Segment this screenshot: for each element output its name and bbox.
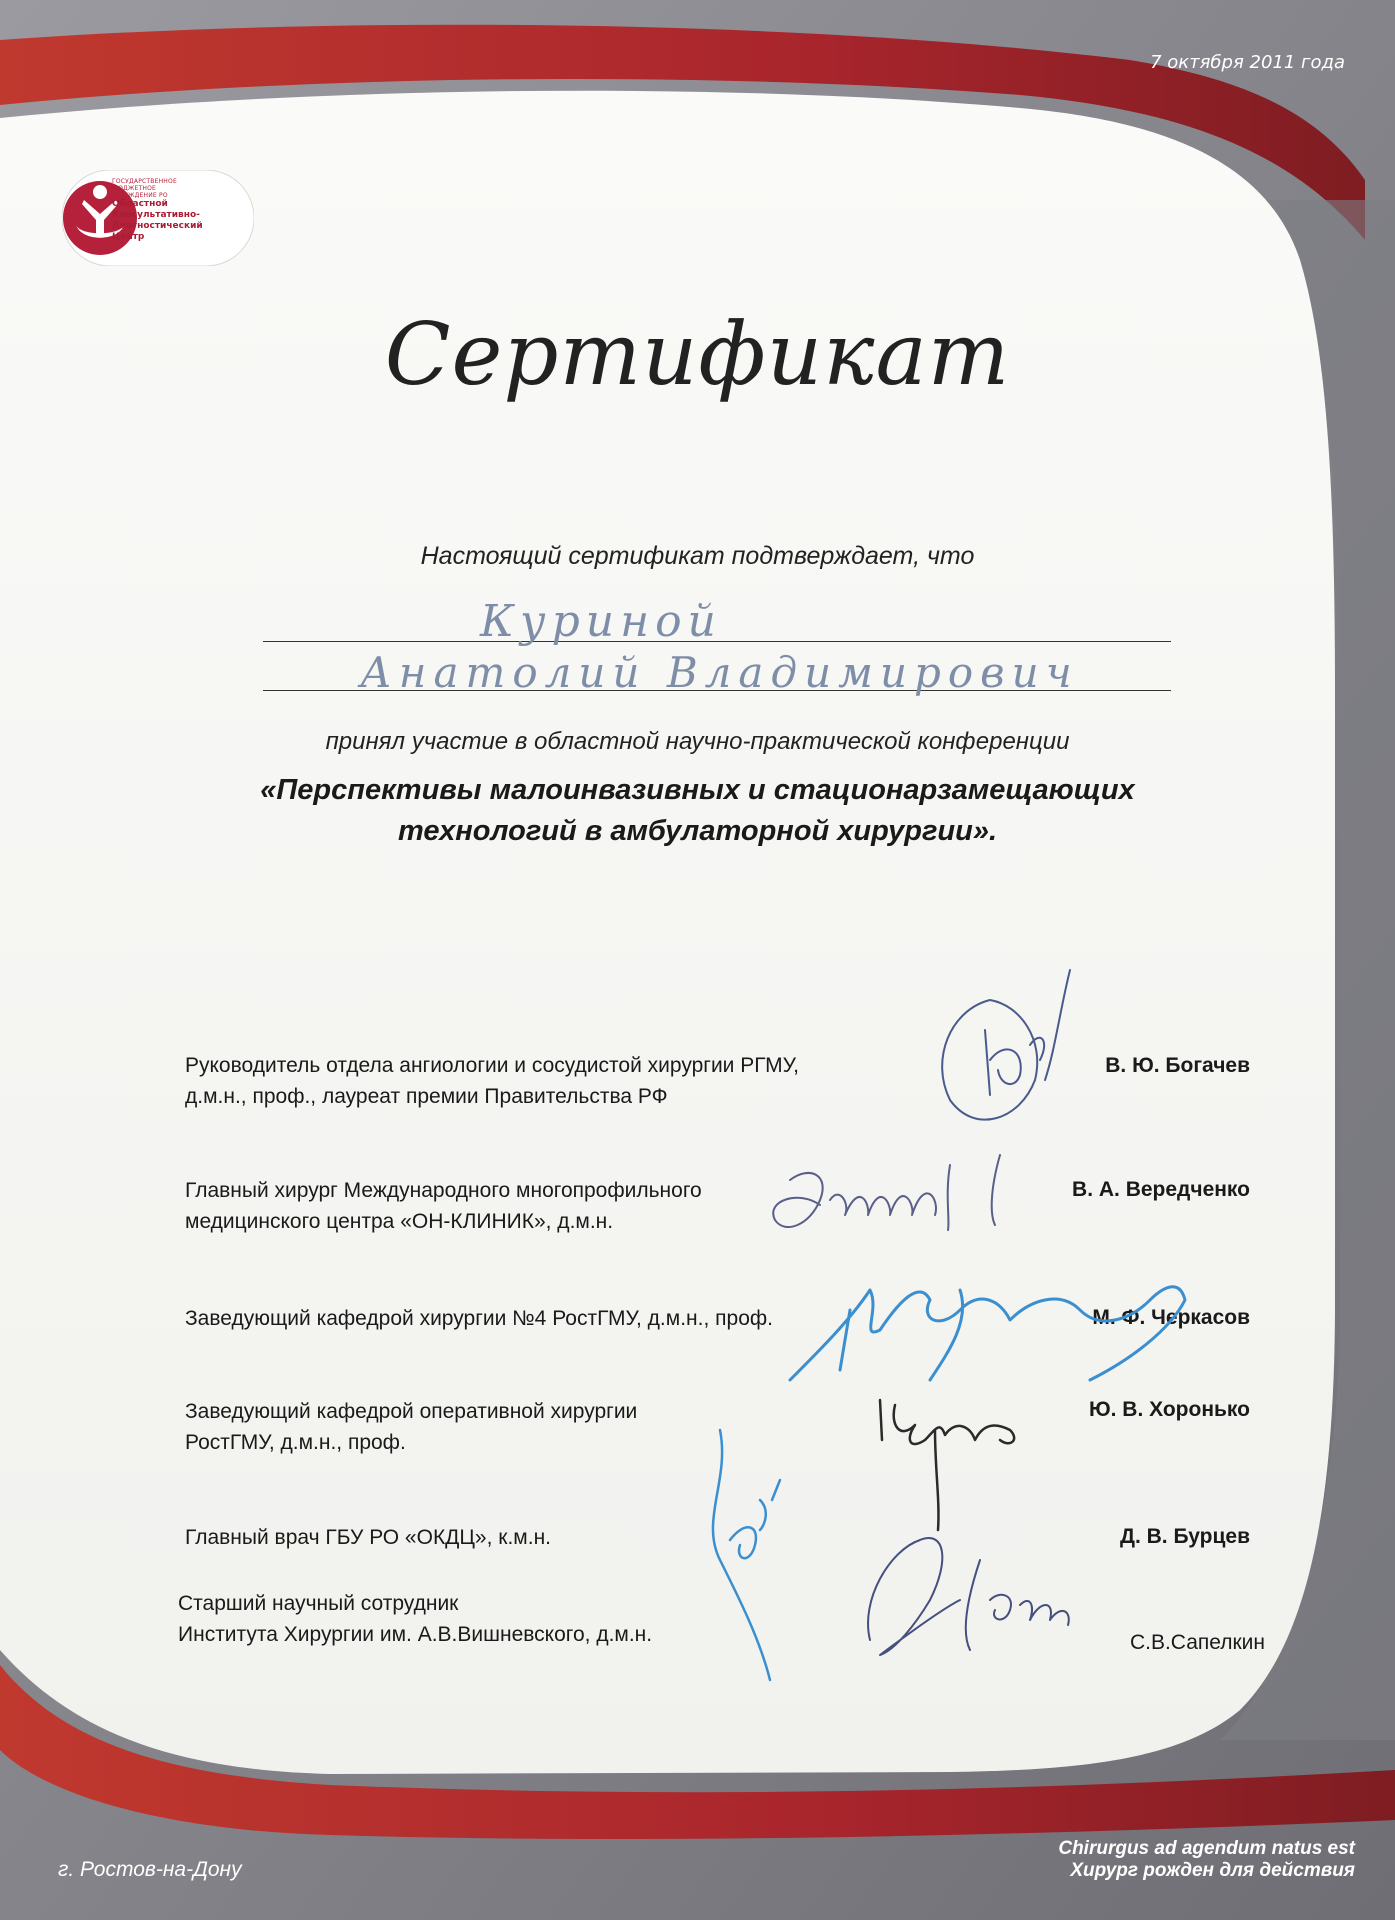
signature-burtsev [713, 1430, 780, 1680]
logo-org-type-line: БЮДЖЕТНОЕ [112, 185, 157, 192]
signature-sapelkin [868, 1538, 1069, 1655]
position-line: медицинского центра «ОН-КЛИНИК», д.м.н. [185, 1210, 614, 1233]
signatory-name: М. Ф. Черкасов [1092, 1306, 1250, 1329]
signature-khoronko [880, 1400, 1014, 1530]
participation-text: принял участие в областной научно-практической конференции [325, 728, 1070, 755]
position-line: Руководитель отдела ангиологии и сосудистой хирургии РГМУ, [185, 1054, 800, 1077]
confirmation-text: Настоящий сертификат подтверждает, что [420, 542, 975, 570]
position-line: Заведующий кафедрой оперативной хирургии [185, 1400, 638, 1423]
signatory-name: В. Ю. Богачев [1105, 1054, 1250, 1077]
signature-veredchenko [773, 1155, 1000, 1230]
signatory-name: Ю. В. Хоронько [1088, 1398, 1250, 1421]
certificate-title: Сертификат [384, 305, 1011, 405]
position-line: Заведующий кафедрой хирургии №4 РостГМУ, д.м.н., проф. [185, 1307, 773, 1330]
signature-bogachev [942, 970, 1070, 1120]
position-line: РостГМУ, д.м.н., проф. [185, 1431, 406, 1454]
signature-cherkasov [790, 1287, 1185, 1380]
motto [960, 1838, 1355, 1882]
signatory-name: С.В.Сапелкин [1129, 1631, 1265, 1654]
motto-russian: Хирург рожден для действия [1070, 1860, 1355, 1881]
conference-title-line-2: технологий в амбулаторной хирургии». [397, 815, 998, 847]
position-line: Главный врач ГБУ РО «ОКДЦ», к.м.н. [185, 1526, 552, 1549]
recipient-given-name: Анатолий Владимирович [360, 648, 1079, 697]
logo-org-name-line: Центр [112, 232, 145, 242]
logo-org-name-line: Областной [112, 199, 168, 209]
conference-title-line-1: «Перспективы малоинвазивных и стационарзамещающих [260, 774, 1135, 806]
position-line: Института Хирургии им. А.В.Вишневского, д.м.н. [178, 1623, 653, 1646]
recipient-surname: Куриной [480, 596, 722, 647]
logo-org-type-line: ГОСУДАРСТВЕННОЕ [112, 178, 177, 185]
logo-org-name-line: Консультативно- [112, 210, 200, 220]
signatory-name: Д. В. Бурцев [1119, 1525, 1250, 1548]
logo-org-name-line: Диагностический [112, 221, 203, 231]
position-line: Главный хирург Международного многопрофильного [185, 1179, 702, 1202]
position-line: д.м.н., проф., лауреат премии Правительства РФ [185, 1085, 668, 1108]
certificate-date: 7 октября 2011 года [1150, 52, 1345, 73]
motto-latin: Chirurgus ad agendum natus est [1058, 1838, 1355, 1859]
logo-org-type-line: УЧРЕЖДЕНИЕ РО [112, 192, 168, 199]
city-label: г. Ростов-на-Дону [58, 1858, 242, 1881]
signatory-name: В. А. Вередченко [1072, 1178, 1250, 1201]
position-line: Старший научный сотрудник [178, 1592, 459, 1615]
